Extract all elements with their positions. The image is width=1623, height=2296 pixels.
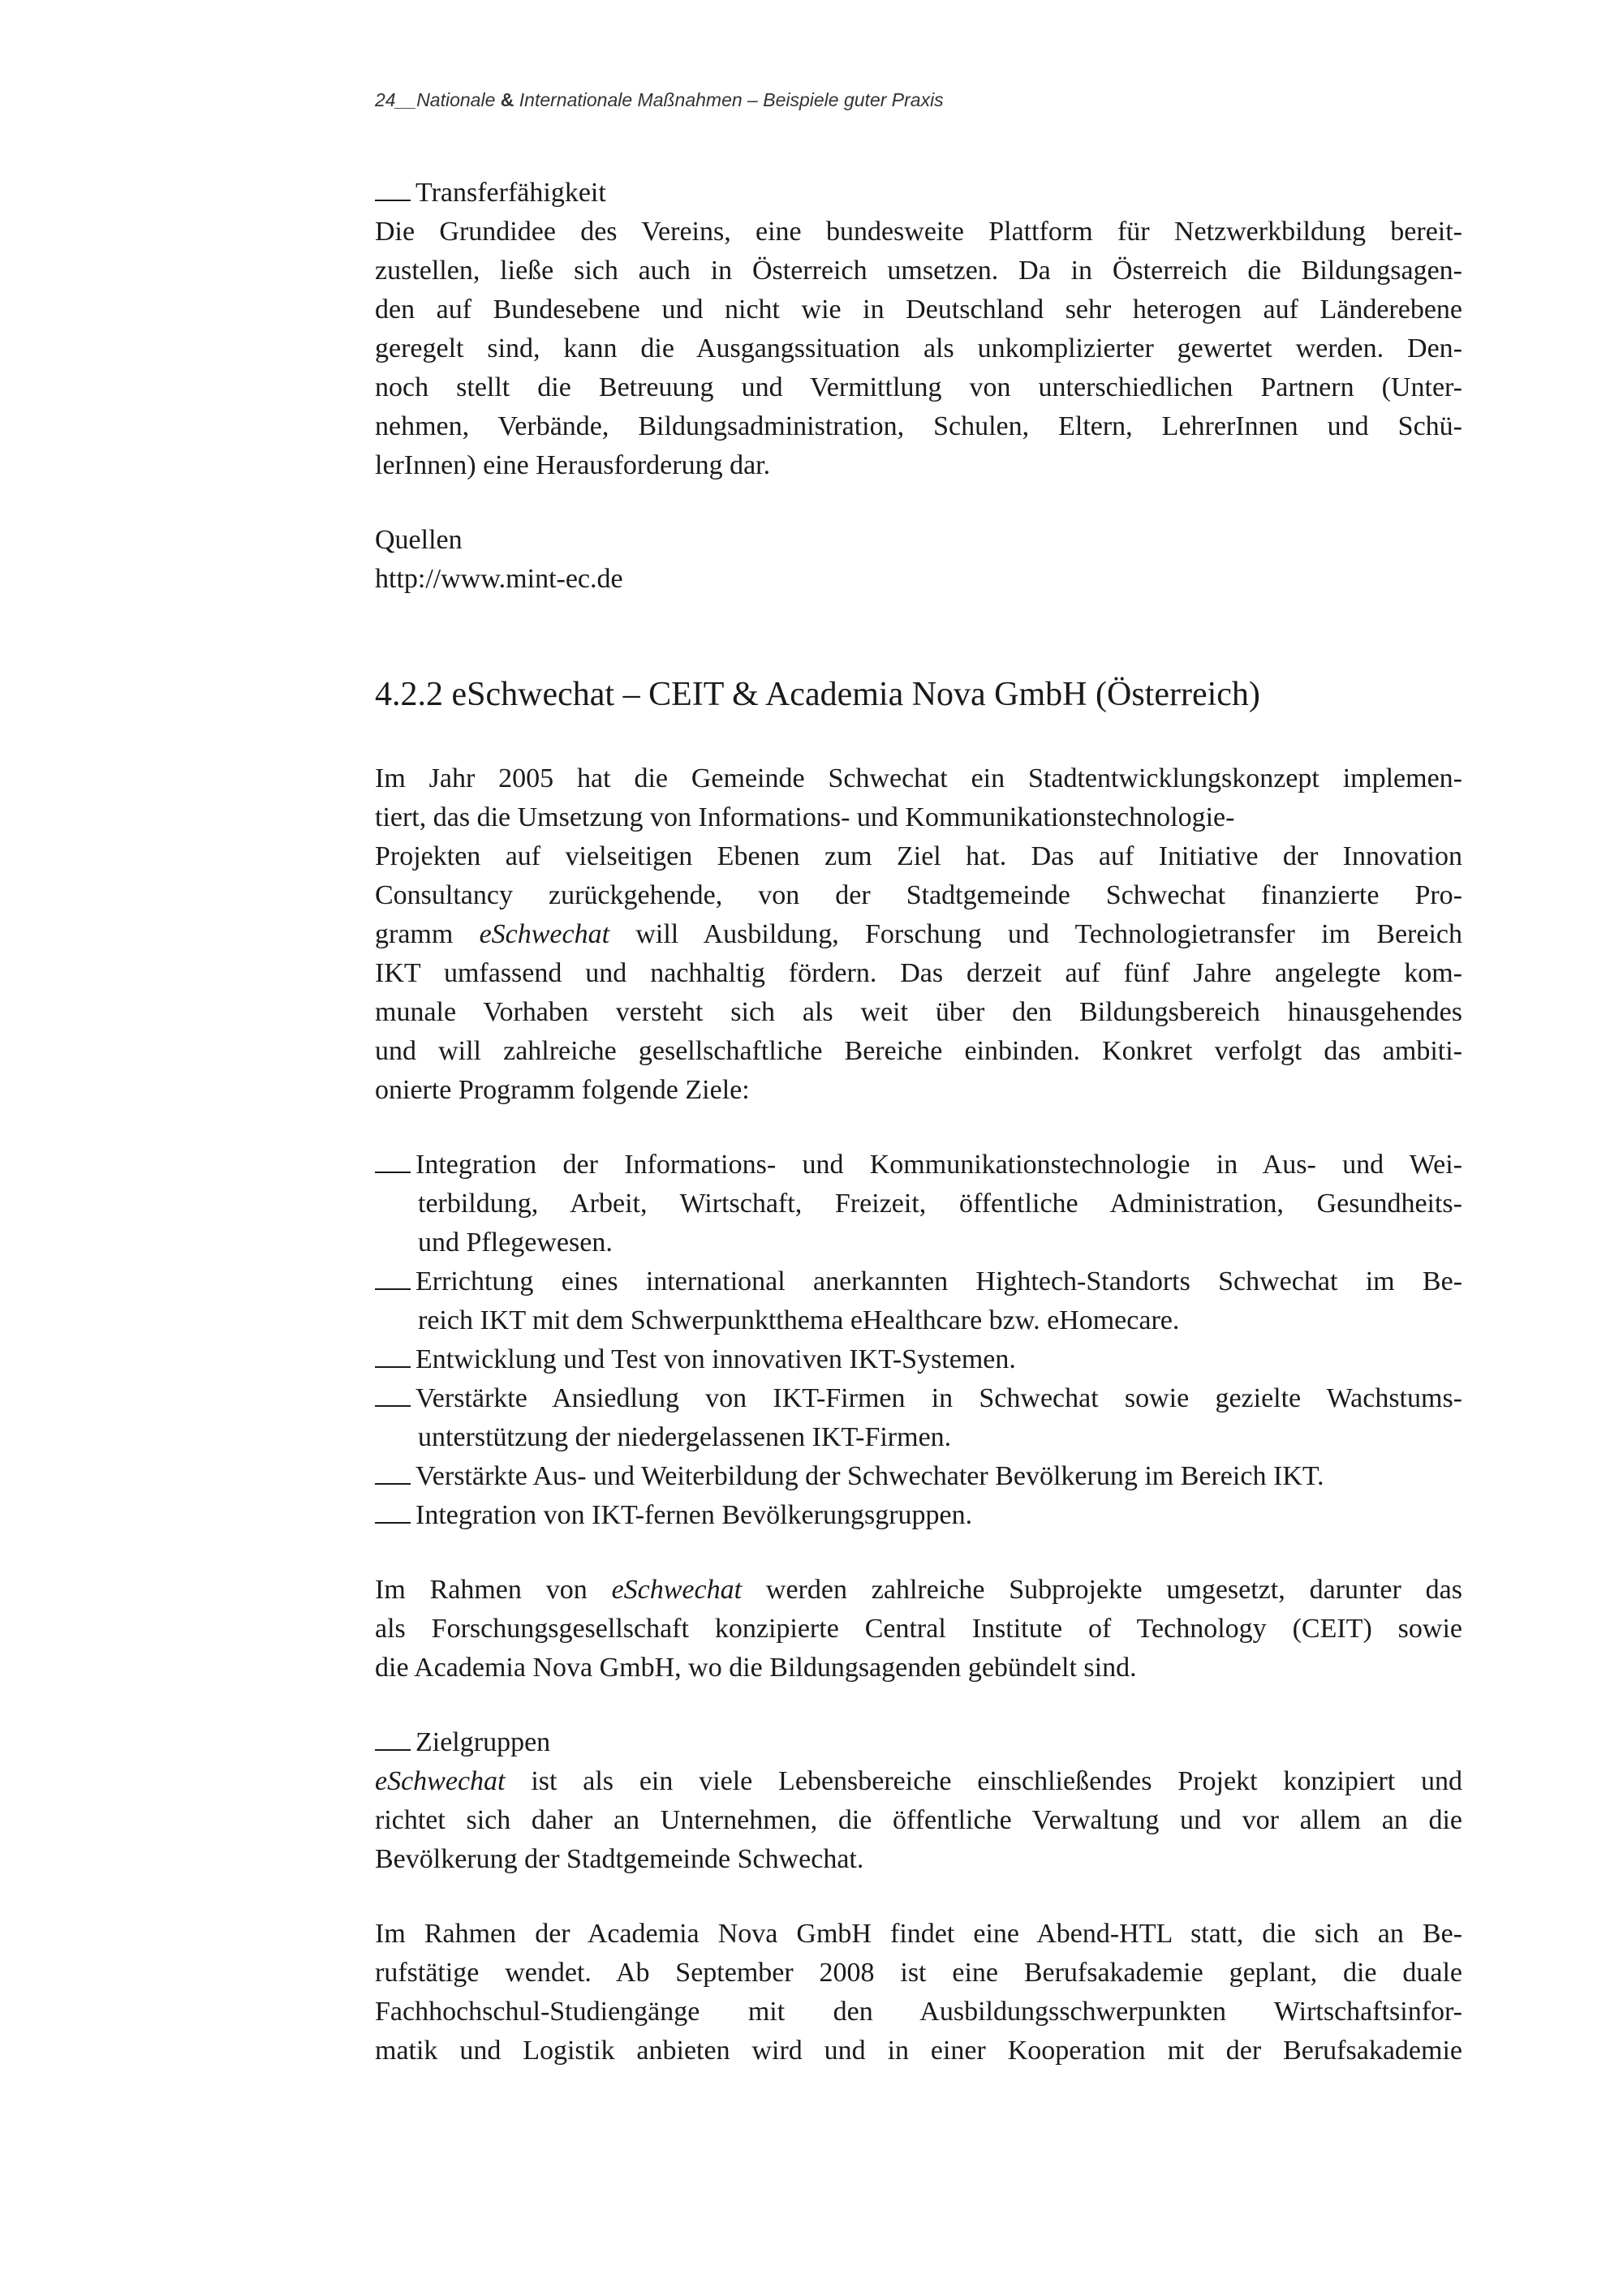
transfer-title: Transferfähigkeit [375,177,606,209]
transfer-line: Die Grundidee des Vereins, eine bundesweite Plattform für Netzwerkbildung bereit- [375,217,1462,247]
page-number: 24 [375,89,396,110]
transfer-line: zustellen, ließe sich auch in Österreich umsetzen. Da in Österreich die Bildungsagen- [375,256,1462,286]
academia-line: rufstätige wendet. Ab September 2008 ist eine Berufsakademie geplant, die duale [375,1958,1462,1988]
eschwechat-italic: eSchwechat [611,1575,743,1605]
sources-url[interactable]: http://www.mint-ec.de [375,564,623,594]
goal-item: Entwicklung und Test von innovativen IKT-Systemen. [375,1344,1016,1376]
goal-item: Integration von IKT-fernen Bevölkerungsgruppen. [375,1499,972,1532]
intro-line: und will zahlreiche gesellschaftliche Bereiche einbinden. Konkret verfolgt das ambiti- [375,1036,1462,1066]
intro-line: Im Jahr 2005 hat die Gemeinde Schwechat ein Stadtentwicklungskonzept implemen- [375,763,1462,793]
academia-line: Im Rahmen der Academia Nova GmbH findet eine Abend-HTL statt, die sich an Be- [375,1919,1462,1949]
sources-title: Quellen [375,525,463,555]
transfer-line: lerInnen) eine Herausforderung dar. [375,450,771,480]
intro-line: onierte Programm folgende Ziele: [375,1075,750,1105]
bullet-marker [375,1462,411,1485]
bullet-marker [375,1345,411,1368]
goal-item: Verstärkte Aus- und Weiterbildung der Schwechater Bevölkerung im Bereich IKT. [375,1460,1324,1493]
transfer-line: nehmen, Verbände, Bildungsadministration, Schulen, Eltern, LehrerInnen und Schü- [375,411,1462,441]
intro-line: Consultancy zurückgehende, von der Stadtgemeinde Schwechat finanzierte Pro- [375,880,1462,910]
header-ampersand: & [500,89,514,110]
subprojects-line: die Academia Nova GmbH, wo die Bildungsagenden gebündelt sind. [375,1653,1137,1683]
bullet-marker [375,1267,411,1290]
subprojects-line: Im Rahmen von eSchwechat werden zahlreiche Subprojekte umgesetzt, darunter das [375,1575,1462,1605]
transfer-line: geregelt sind, kann die Ausgangssituation als unkomplizierter gewertet werden. Den- [375,333,1462,363]
subprojects-line: als Forschungsgesellschaft konzipierte Central Institute of Technology (CEIT) sowie [375,1614,1462,1644]
targets-title: Zielgruppen [375,1726,550,1759]
header-part2: Internationale Maßnahmen – Beispiele guter Praxis [514,89,944,110]
running-header [375,89,944,111]
section-marker [375,1728,411,1751]
goal-item-cont: und Pflegewesen. [418,1228,613,1258]
header-part1: Nationale [416,89,501,110]
intro-line: IKT umfassend und nachhaltig fördern. Das derzeit auf fünf Jahre angelegte kom- [375,958,1462,988]
transfer-line: noch stellt die Betreuung und Vermittlung von unterschiedlichen Partnern (Unter- [375,372,1462,402]
academia-line: Fachhochschul-Studiengänge mit den Ausbildungsschwerpunkten Wirtschaftsinfor- [375,1997,1462,2027]
goal-item-cont: reich IKT mit dem Schwerpunktthema eHealthcare bzw. eHomecare. [418,1305,1180,1335]
academia-line: matik und Logistik anbieten wird und in einer Kooperation mit der Berufsakademie [375,2036,1462,2066]
goal-item-cont: unterstützung der niedergelassenen IKT-Firmen. [418,1422,952,1452]
intro-line: tiert, das die Umsetzung von Informations- und Kommunikationstechnologie- [375,802,1235,832]
targets-line: eSchwechat ist als ein viele Lebensbereiche einschließendes Projekt konzipiert und [375,1766,1462,1796]
goal-item-cont: terbildung, Arbeit, Wirtschaft, Freizeit, öffentliche Administration, Gesundheits- [418,1189,1462,1219]
bullet-marker [375,1384,411,1407]
transfer-line: den auf Bundesebene und nicht wie in Deutschland sehr heterogen auf Länderebene [375,295,1462,325]
intro-line: gramm eSchwechat will Ausbildung, Forschung und Technologietransfer im Bereich [375,919,1462,949]
goal-item: Verstärkte Ansiedlung von IKT-Firmen in Schwechat sowie gezielte Wachstums- [375,1382,1462,1415]
intro-line: Projekten auf vielseitigen Ebenen zum Ziel hat. Das auf Initiative der Innovation [375,841,1462,871]
intro-line: munale Vorhaben versteht sich als weit über den Bildungsbereich hinausgehendes [375,997,1462,1027]
targets-line: richtet sich daher an Unternehmen, die öffentliche Verwaltung und vor allem an die [375,1805,1462,1835]
header-separator: __ [395,89,417,110]
goal-item: Errichtung eines international anerkannten Hightech-Standorts Schwechat im Be- [375,1266,1462,1298]
eschwechat-italic: eSchwechat [375,1766,506,1796]
section-heading: 4.2.2 eSchwechat – CEIT & Academia Nova GmbH (Österreich) [375,676,1260,713]
bullet-marker [375,1150,411,1173]
section-marker [375,178,411,201]
bullet-marker [375,1501,411,1524]
goal-item: Integration der Informations- und Kommunikationstechnologie in Aus- und Wei- [375,1149,1462,1181]
eschwechat-italic: eSchwechat [479,919,610,949]
targets-line: Bevölkerung der Stadtgemeinde Schwechat. [375,1844,864,1874]
